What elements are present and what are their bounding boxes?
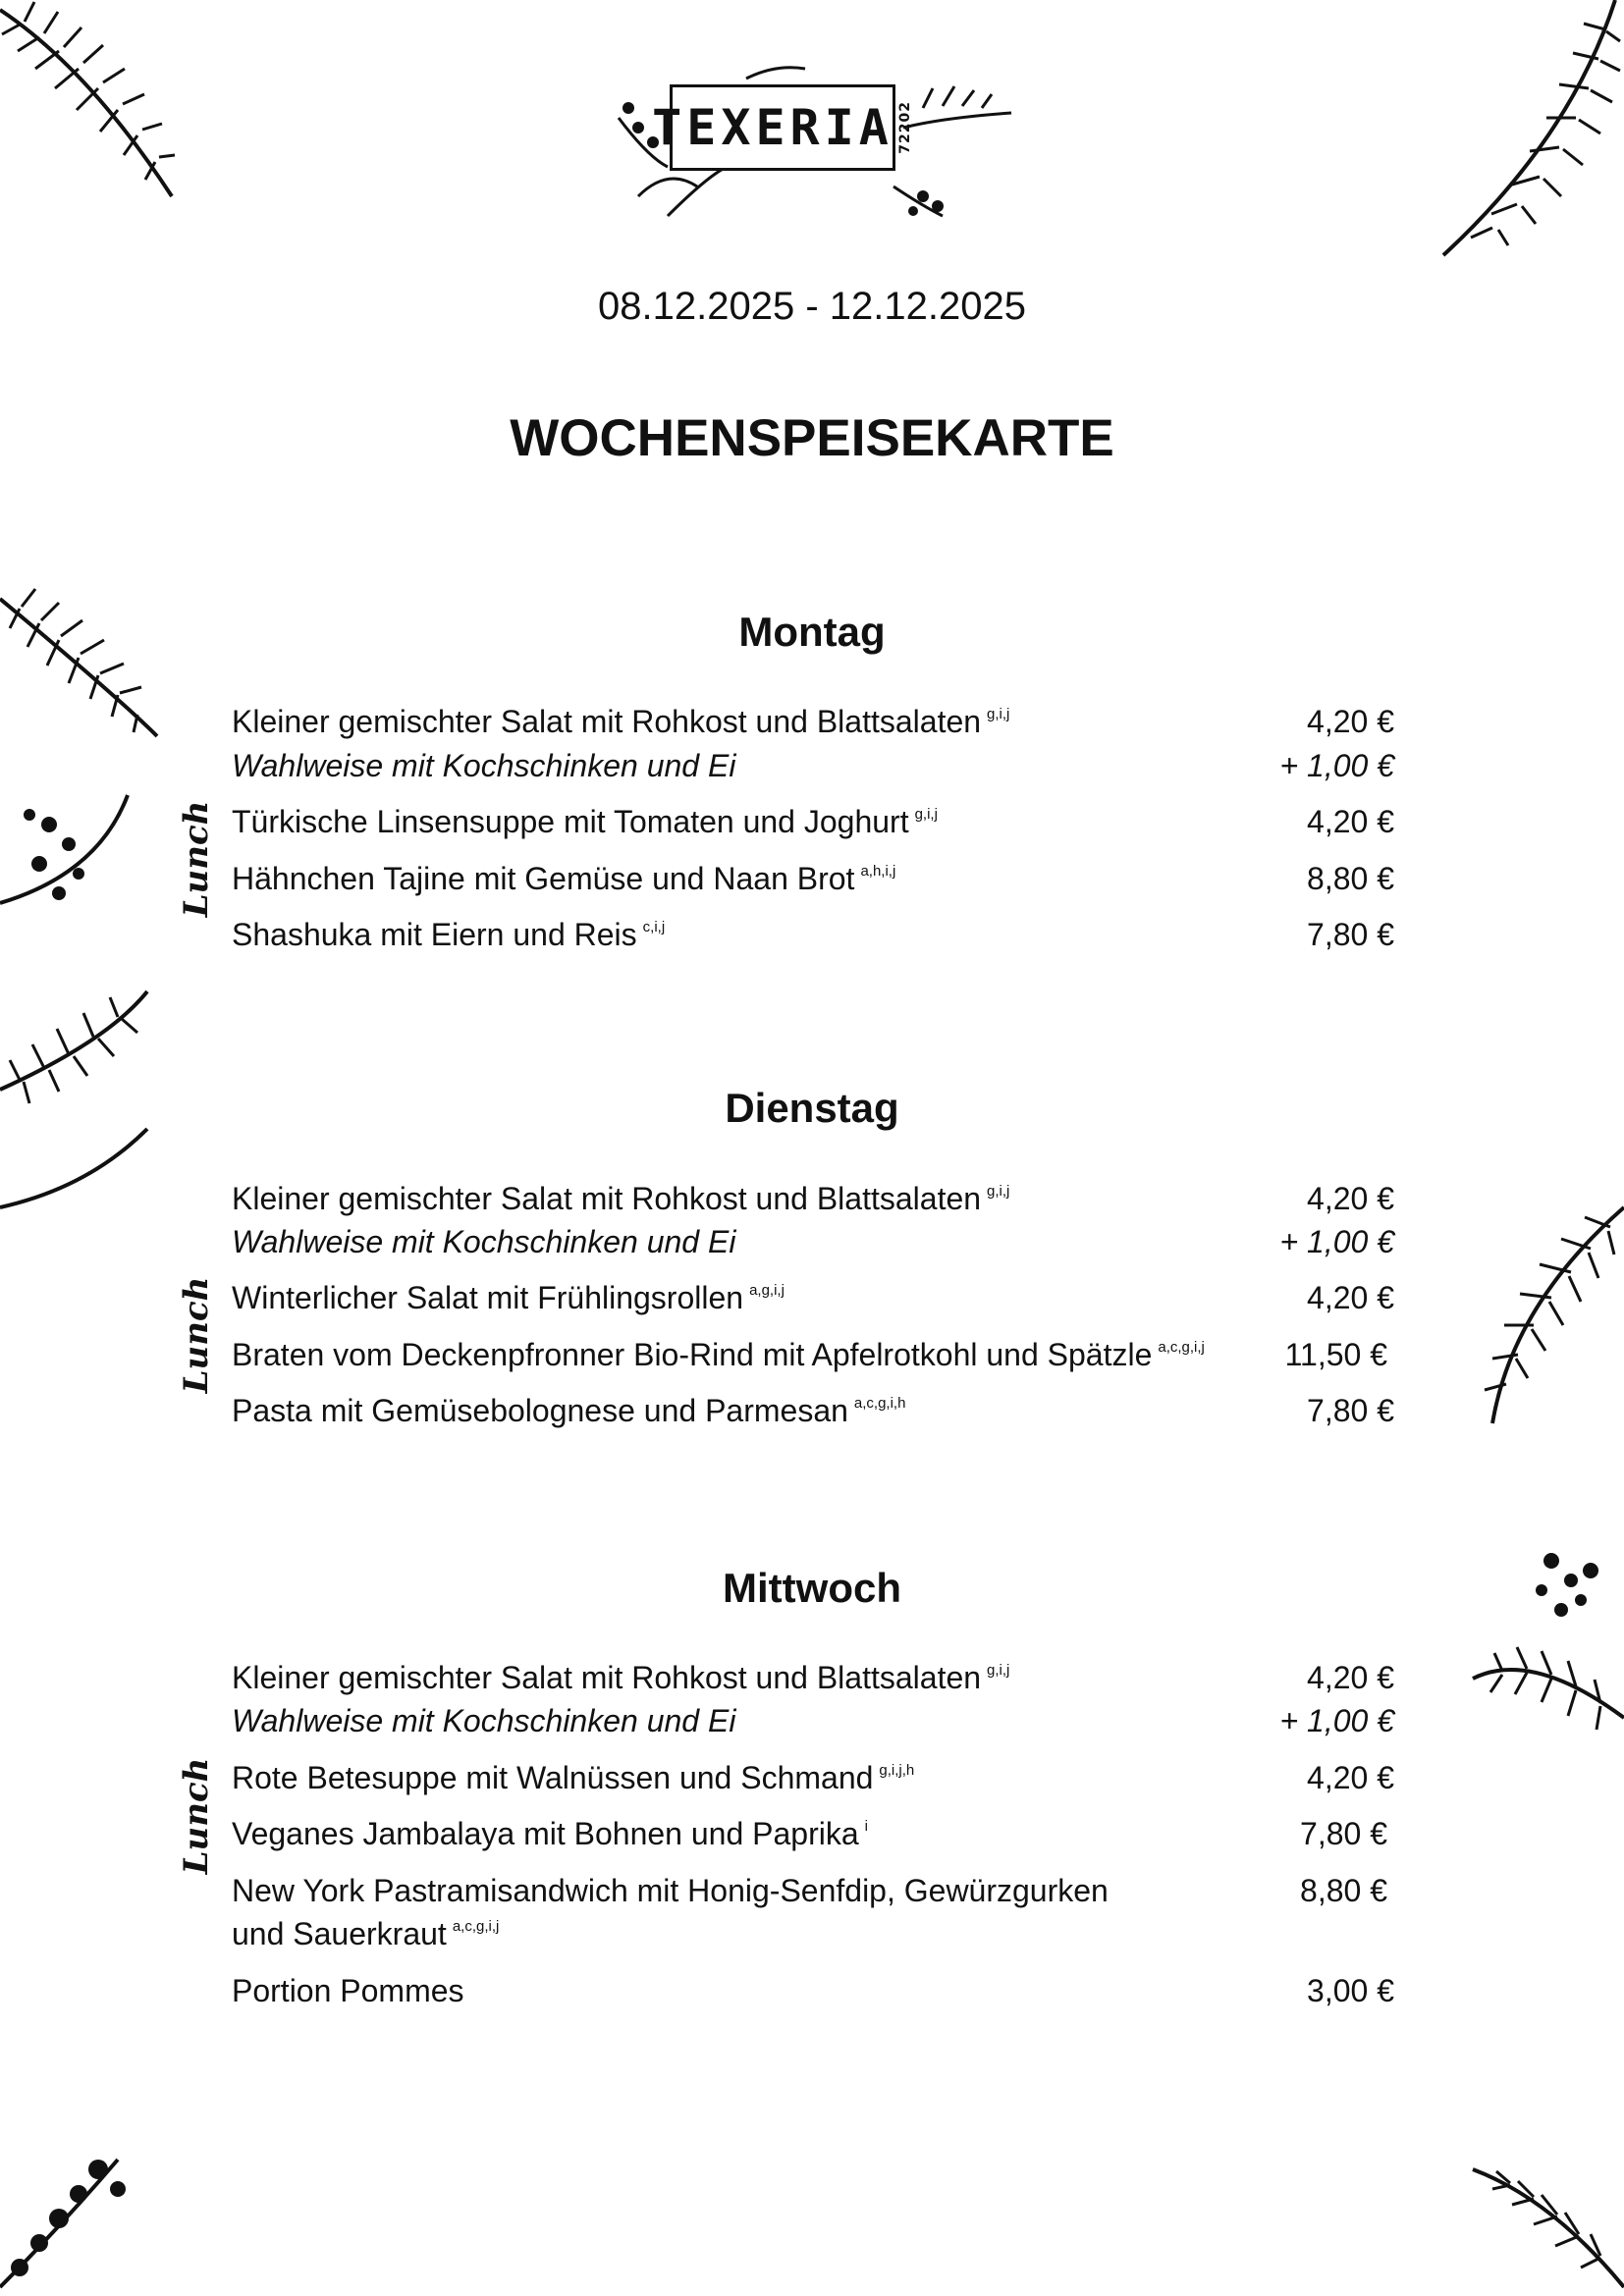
fern-top-right-decoration: [1424, 0, 1624, 265]
menu-item-name: Pasta mit Gemüsebolognese und Parmesan $^{a,c,g,i,h}$: [232, 1393, 906, 1428]
fern-right-middle-decoration: [1453, 1188, 1624, 1875]
menu-item-name: Kleiner gemischter Salat mit Rohkost und Blattsalaten $^{g,i,j}$: [232, 1660, 1010, 1695]
menu-item-price: 4,20 €: [1307, 704, 1394, 739]
menu-item-name: Kleiner gemischter Salat mit Rohkost und Blattsalaten $^{g,i,j}$: [232, 1181, 1010, 1216]
logo-brand: TEXERIA: [652, 99, 893, 156]
menu-item-price: 4,20 €: [1307, 1760, 1394, 1795]
lunch-label: Lunch: [177, 1276, 216, 1394]
menu-item-option-price: + 1,00 €: [1279, 1703, 1394, 1738]
menu-item-price: 8,80 €: [1300, 1873, 1387, 1908]
menu-item-name: Kleiner gemischter Salat mit Rohkost und Blattsalaten $^{g,i,j}$: [232, 704, 1010, 739]
fern-bottom-left-decoration: [0, 2140, 147, 2296]
menu-item-price: 3,00 €: [1307, 1973, 1394, 2008]
menu-item-price: 4,20 €: [1307, 1660, 1394, 1695]
menu-item-name: Shashuka mit Eiern und Reis $^{c,i,j}$: [232, 917, 666, 952]
menu-item-option-price: + 1,00 €: [1279, 1224, 1394, 1259]
lunch-label: Lunch: [177, 1757, 216, 1875]
menu-item-option-price: + 1,00 €: [1279, 748, 1394, 783]
logo: [609, 49, 1021, 236]
menu-item-price: 8,80 €: [1307, 861, 1394, 896]
day-title-montag: Montag: [738, 609, 886, 655]
menu-item-option: Wahlweise mit Kochschinken und Ei: [232, 1703, 736, 1738]
menu-item-price: 7,80 €: [1307, 917, 1394, 952]
menu-item-name: Veganes Jambalaya mit Bohnen und Paprika $^i$: [232, 1816, 868, 1851]
menu-item-option: Wahlweise mit Kochschinken und Ei: [232, 748, 736, 783]
page-title: WOCHENSPEISEKARTE: [510, 409, 1114, 467]
menu-item-option: Wahlweise mit Kochschinken und Ei: [232, 1224, 736, 1259]
menu-item-price: 4,20 €: [1307, 1280, 1394, 1315]
menu-item-price: 11,50 €: [1284, 1337, 1387, 1372]
menu-item-name: Winterlicher Salat mit Frühlingsrollen $^{a,g,i,j}$: [232, 1280, 785, 1315]
menu-item-name: Braten vom Deckenpfronner Bio-Rind mit Apfelrotkohl und Spätzle $^{a,c,g,i,j}$: [232, 1337, 1205, 1372]
menu-item-name: Hähnchen Tajine mit Gemüse und Naan Brot $^{a,h,i,j}$: [232, 861, 896, 896]
fern-bottom-right-decoration: [1463, 2140, 1624, 2296]
menu-item-price: 7,80 €: [1300, 1816, 1387, 1851]
logo-code: 72202: [896, 101, 913, 154]
menu-item-price: 4,20 €: [1307, 804, 1394, 839]
menu-item-price: 7,80 €: [1307, 1393, 1394, 1428]
menu-item-name: Rote Betesuppe mit Walnüssen und Schmand $^{g,i,j,h}$: [232, 1760, 915, 1795]
logo-box: [652, 84, 913, 171]
menu-item-price: 4,20 €: [1307, 1181, 1394, 1216]
menu-item-name-continued: und Sauerkraut $^{a,c,g,i,j}$: [232, 1916, 500, 1951]
menu-item-name: Türkische Linsensuppe mit Tomaten und Joghurt $^{g,i,j}$: [232, 804, 938, 839]
lunch-label: Lunch: [177, 800, 216, 918]
date-range: 08.12.2025 - 12.12.2025: [598, 285, 1026, 328]
day-title-mittwoch: Mittwoch: [723, 1565, 901, 1611]
day-title-dienstag: Dienstag: [725, 1085, 899, 1131]
menu-item-name: Portion Pommes: [232, 1973, 464, 2008]
menu-item-name: New York Pastramisandwich mit Honig-Senfdip, Gewürzgurken: [232, 1873, 1109, 1908]
fern-top-left-decoration: [0, 0, 187, 206]
